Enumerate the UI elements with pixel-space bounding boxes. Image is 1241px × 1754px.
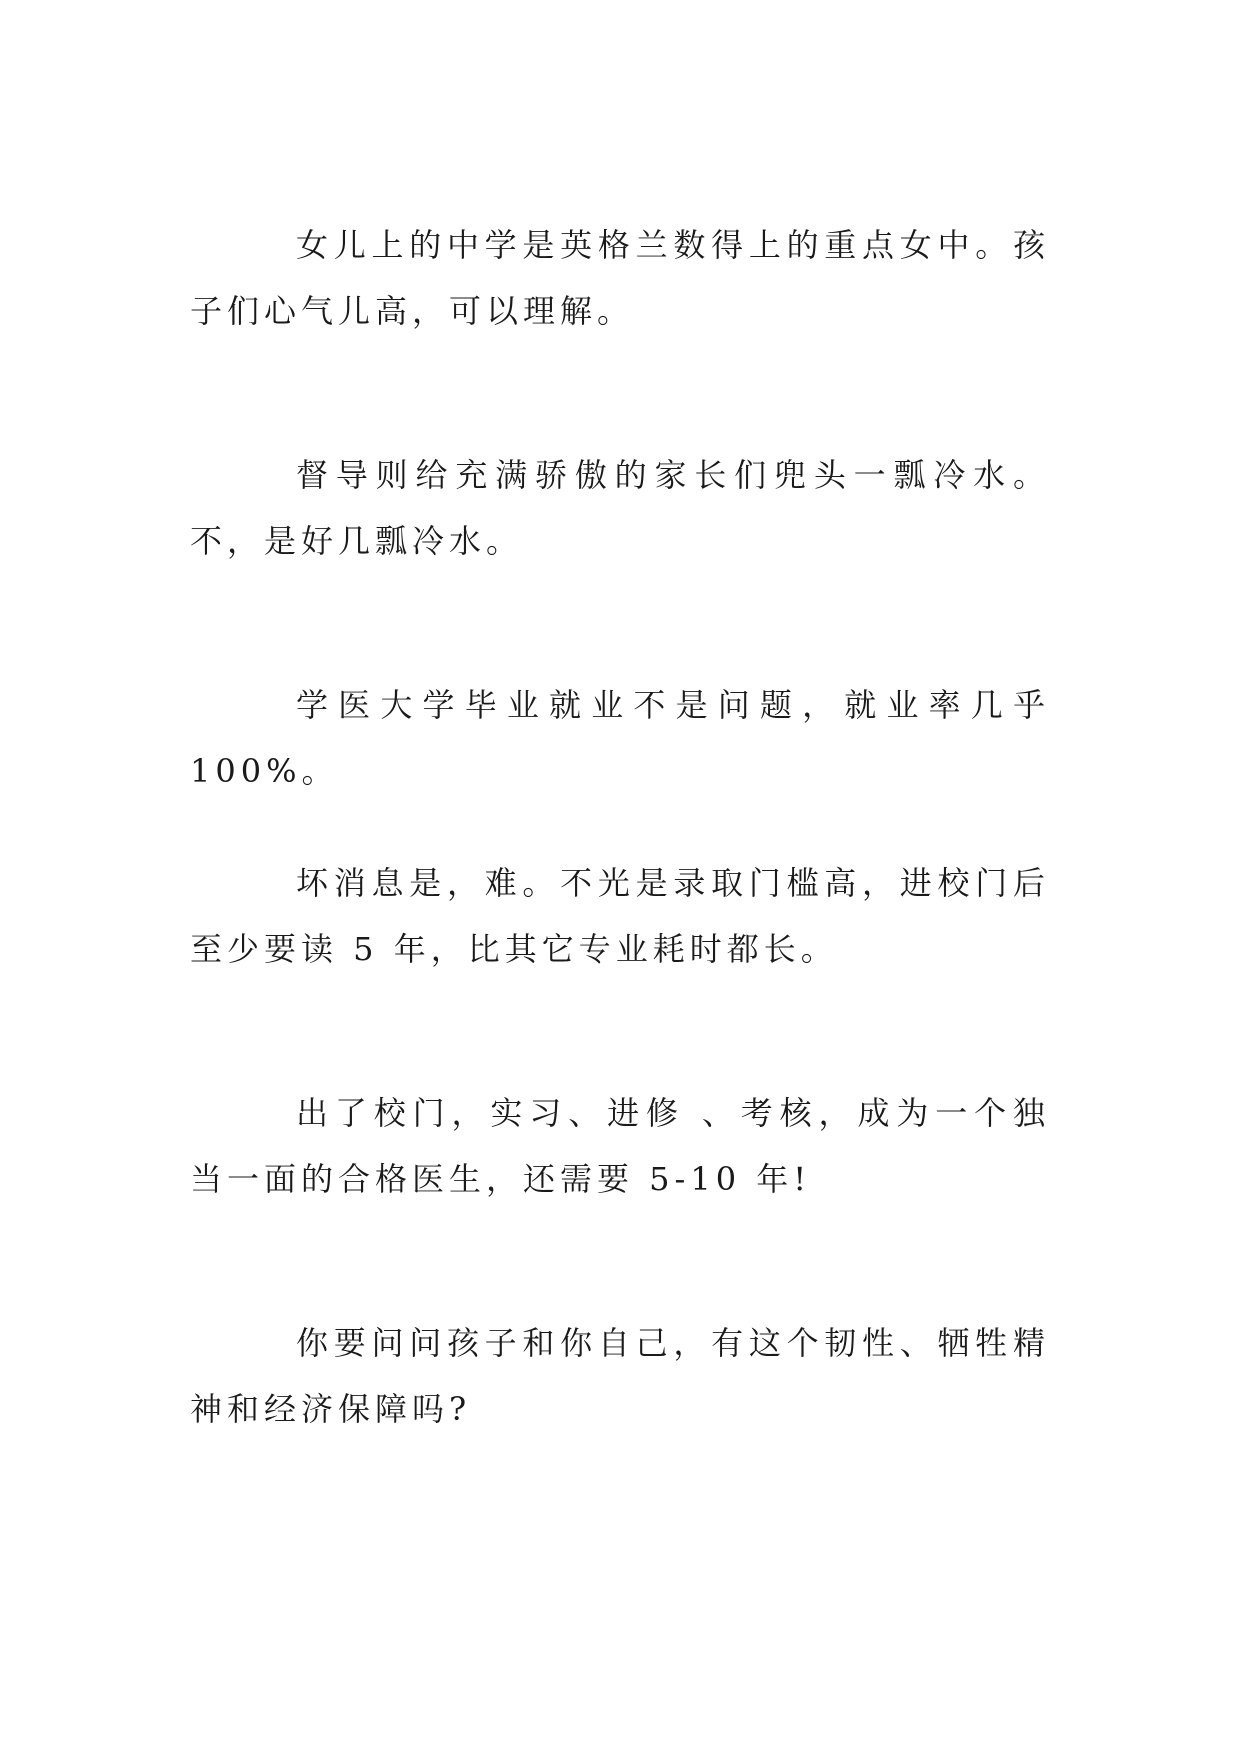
- paragraph-4: 坏消息是，难。不光是录取门槛高，进校门后至少要读 5 年，比其它专业耗时都长。: [190, 864, 1050, 968]
- paragraph-3: 学医大学毕业就业不是问题，就业率几乎 100%。: [190, 686, 1050, 790]
- paragraph-6: 你要问问孩子和你自己，有这个韧性、牺牲精神和经济保障吗?: [190, 1324, 1050, 1428]
- paragraph-1: 女儿上的中学是英格兰数得上的重点女中。孩子们心气儿高，可以理解。: [190, 226, 1050, 330]
- paragraph-2: 督导则给充满骄傲的家长们兜头一瓢冷水。不，是好几瓢冷水。: [190, 456, 1050, 560]
- paragraph-5: 出了校门，实习、进修 、考核，成为一个独当一面的合格医生，还需要 5-10 年!: [190, 1094, 1050, 1198]
